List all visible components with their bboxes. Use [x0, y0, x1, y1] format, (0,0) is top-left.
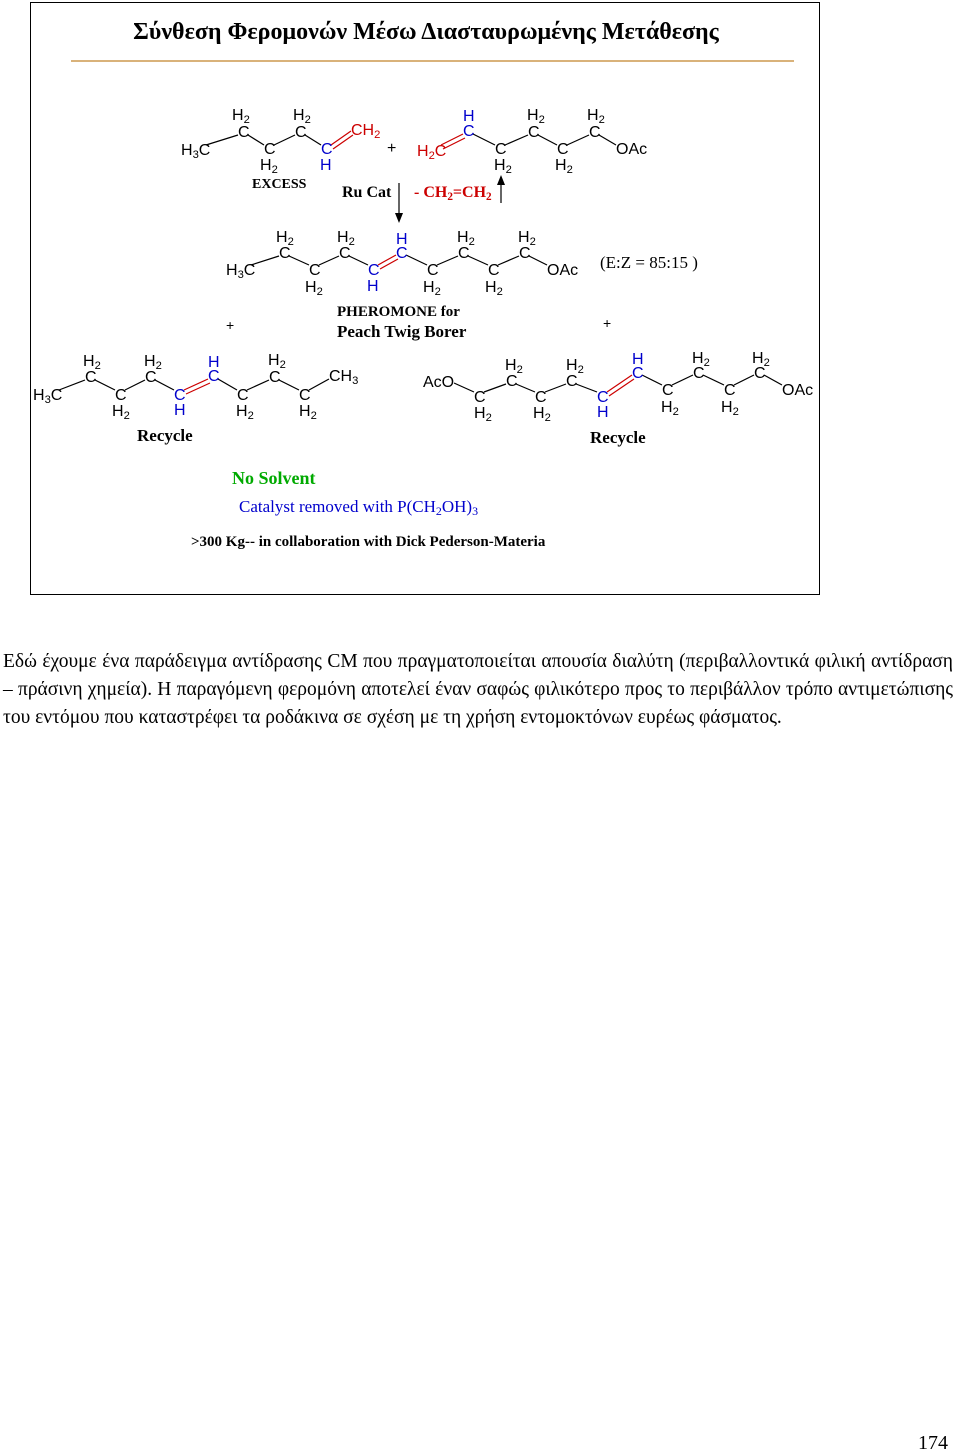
- atom-c: C: [279, 245, 291, 262]
- bond-line: [454, 383, 474, 392]
- atom-h2: $H_2$: [533, 405, 551, 424]
- bond-line: [309, 379, 329, 390]
- atom-h2: $H_2$: [494, 157, 512, 176]
- bond-line: [599, 135, 616, 145]
- atom-c: C: [299, 387, 311, 404]
- bond-line: [125, 380, 145, 390]
- atom-h: H: [632, 351, 644, 368]
- bond-line: [218, 379, 237, 390]
- atom-h2: $H_2$: [661, 399, 679, 418]
- atom-c: C: [145, 369, 157, 386]
- bond-line: [484, 384, 506, 392]
- atom-c-alkene: C: [396, 245, 408, 262]
- atom-h2: $H_2$: [260, 157, 278, 176]
- bond-line: [206, 135, 238, 145]
- page-number: 174: [918, 1432, 948, 1454]
- recycle-label: Recycle: [590, 428, 646, 447]
- atom-c: C: [557, 141, 569, 158]
- atom-h2: $H_2$: [268, 352, 286, 371]
- atom-c: C: [488, 262, 500, 279]
- atom-c: C: [238, 124, 250, 141]
- bond-line: [349, 256, 368, 265]
- bond-line: [703, 375, 724, 385]
- atom-h2: $H_2$: [236, 403, 254, 422]
- atom-c-alkene: C: [597, 389, 609, 406]
- atom-c: C: [269, 369, 281, 386]
- atom-c: C: [115, 387, 127, 404]
- bond-line: [406, 255, 427, 265]
- bond-line: [437, 256, 458, 265]
- atom-h2: $H_2$: [305, 279, 323, 298]
- atom-h3c: $H_3C$: [226, 262, 256, 281]
- no-solvent-note: No Solvent: [232, 468, 316, 488]
- atom-h2: $H_2$: [293, 107, 311, 126]
- atom-h: H: [208, 354, 220, 371]
- ethylene-removed-label: - $CH_2=CH_2$: [414, 184, 492, 203]
- bond-line: [248, 135, 264, 145]
- bond-line: [576, 384, 597, 392]
- atom-h2: $H_2$: [527, 107, 545, 126]
- atom-h2: $H_2$: [474, 405, 492, 424]
- bond-line: [305, 135, 321, 145]
- atom-c: C: [724, 382, 736, 399]
- atom-c: C: [495, 141, 507, 158]
- atom-h: H: [174, 402, 186, 419]
- atom-h2: $H_2$: [457, 229, 475, 248]
- atom-h2: $H_2$: [276, 229, 294, 248]
- recycle-label: Recycle: [137, 426, 193, 445]
- atom-h: H: [367, 278, 379, 295]
- bond-line: [764, 375, 782, 385]
- atom-ch2-terminal: $CH_2$: [351, 122, 381, 141]
- atom-h2: $H_2$: [299, 403, 317, 422]
- atom-c: C: [474, 389, 486, 406]
- atom-c: C: [85, 369, 97, 386]
- atom-h: H: [320, 157, 332, 174]
- atom-h2: $H_2$: [555, 157, 573, 176]
- atom-h2: $H_2$: [518, 229, 536, 248]
- atom-c: C: [535, 389, 547, 406]
- double-bond: [378, 255, 396, 265]
- ru-catalyst-label: Ru Cat: [342, 184, 392, 201]
- bond-line: [247, 380, 269, 390]
- double-bond: [184, 379, 208, 390]
- atom-c: C: [662, 382, 674, 399]
- atom-h3c: $H_3C$: [181, 142, 211, 161]
- bond-line: [473, 134, 495, 145]
- atom-c-alkene: C: [368, 262, 380, 279]
- reaction-arrowhead: [395, 213, 403, 223]
- atom-c-alkene: C: [463, 123, 475, 140]
- bond-line: [529, 256, 547, 265]
- bond-line: [545, 384, 566, 392]
- atom-h2: $H_2$: [83, 353, 101, 372]
- bond-line: [498, 256, 519, 265]
- atom-oac: OAc: [782, 382, 814, 399]
- atom-h2: $H_2$: [752, 350, 770, 369]
- atom-aco: AcO: [423, 374, 455, 391]
- atom-h: H: [396, 231, 408, 248]
- atom-h2c-terminal: $H_2C$: [417, 143, 447, 162]
- chemistry-slide: [30, 2, 820, 595]
- pheromone-label: PHEROMONE for: [337, 304, 460, 320]
- bond-line: [279, 380, 299, 390]
- bond-line: [155, 380, 174, 390]
- atom-h3c: $H_3C$: [33, 387, 63, 406]
- atom-c-alkene: C: [321, 141, 333, 158]
- ethylene-release-arrowhead: [497, 175, 505, 185]
- atom-h2: $H_2$: [692, 350, 710, 369]
- atom-c-alkene: C: [208, 368, 220, 385]
- atom-h2: $H_2$: [144, 353, 162, 372]
- bond-line: [319, 256, 339, 265]
- atom-c: C: [427, 262, 439, 279]
- bond-line: [505, 135, 528, 145]
- atom-c: C: [309, 262, 321, 279]
- atom-h2: $H_2$: [721, 399, 739, 418]
- bond-line: [538, 135, 557, 145]
- slide-title: Σύνθεση Φερομονών Μέσω Διασταυρωμένης Μετάθεσης: [133, 19, 719, 45]
- atom-h2: $H_2$: [112, 403, 130, 422]
- atom-c: C: [237, 387, 249, 404]
- atom-h2: $H_2$: [485, 279, 503, 298]
- bond-line: [734, 375, 754, 385]
- bond-line: [567, 135, 589, 145]
- plus-sign: +: [603, 315, 612, 331]
- atom-c: C: [693, 365, 705, 382]
- atom-h2: $H_2$: [566, 357, 584, 376]
- bond-line: [468, 256, 488, 265]
- bond-line: [672, 375, 693, 385]
- atom-h2: $H_2$: [587, 107, 605, 126]
- ez-ratio-label: (E:Z = 85:15 ): [600, 253, 698, 272]
- atom-h2: $H_2$: [423, 279, 441, 298]
- atom-h2: $H_2$: [505, 357, 523, 376]
- scale-collaboration-note: >300 Kg-- in collaboration with Dick Pederson-Materia: [191, 534, 546, 550]
- pheromone-target-label: Peach Twig Borer: [337, 322, 467, 341]
- atom-ch3: $CH_3$: [329, 368, 359, 387]
- body-paragraph: Εδώ έχουμε ένα παράδειγμα αντίδρασης CM που πραγματοποιείται απουσία διαλύτη (περιβαλλοντικά φιλική αντίδραση – πράσινη χημεία). Η παραγόμενη φερομόνη αποτελεί έναν σαφώς φιλικότερο προς το περιβάλλον τρόπο αντιμετώπισης του εντόμου που καταστρέφει τα ροδάκινα σε σχέση με τη χρήση εντομοκτόνων ευρέως φάσματος.: [3, 651, 953, 728]
- atom-c: C: [295, 124, 307, 141]
- double-bond: [186, 383, 210, 394]
- atom-c-alkene: C: [174, 387, 186, 404]
- catalyst-removal-note: Catalyst removed with $P(CH_2OH)_3$: [239, 497, 479, 518]
- bond-line: [59, 380, 85, 390]
- atom-c: C: [754, 365, 766, 382]
- bond-line: [642, 375, 662, 385]
- plus-sign: +: [226, 317, 235, 333]
- atom-c: C: [339, 245, 351, 262]
- atom-oac: OAc: [547, 262, 579, 279]
- atom-c-alkene: C: [632, 365, 644, 382]
- atom-h: H: [463, 108, 475, 125]
- plus-sign: +: [387, 140, 397, 157]
- atom-h2: $H_2$: [337, 229, 355, 248]
- atom-c: C: [506, 373, 518, 390]
- excess-label: EXCESS: [252, 177, 307, 192]
- atom-h2: $H_2$: [232, 107, 250, 126]
- atom-h: H: [597, 404, 609, 421]
- atom-c: C: [519, 245, 531, 262]
- atom-c: C: [566, 373, 578, 390]
- bond-line: [95, 380, 115, 390]
- atom-c: C: [458, 245, 470, 262]
- atom-c: C: [528, 124, 540, 141]
- atom-oac: OAc: [616, 141, 648, 158]
- atom-c: C: [264, 141, 276, 158]
- bond-line: [516, 384, 535, 392]
- bond-line: [289, 256, 309, 265]
- atom-c: C: [589, 124, 601, 141]
- bond-line: [274, 135, 295, 145]
